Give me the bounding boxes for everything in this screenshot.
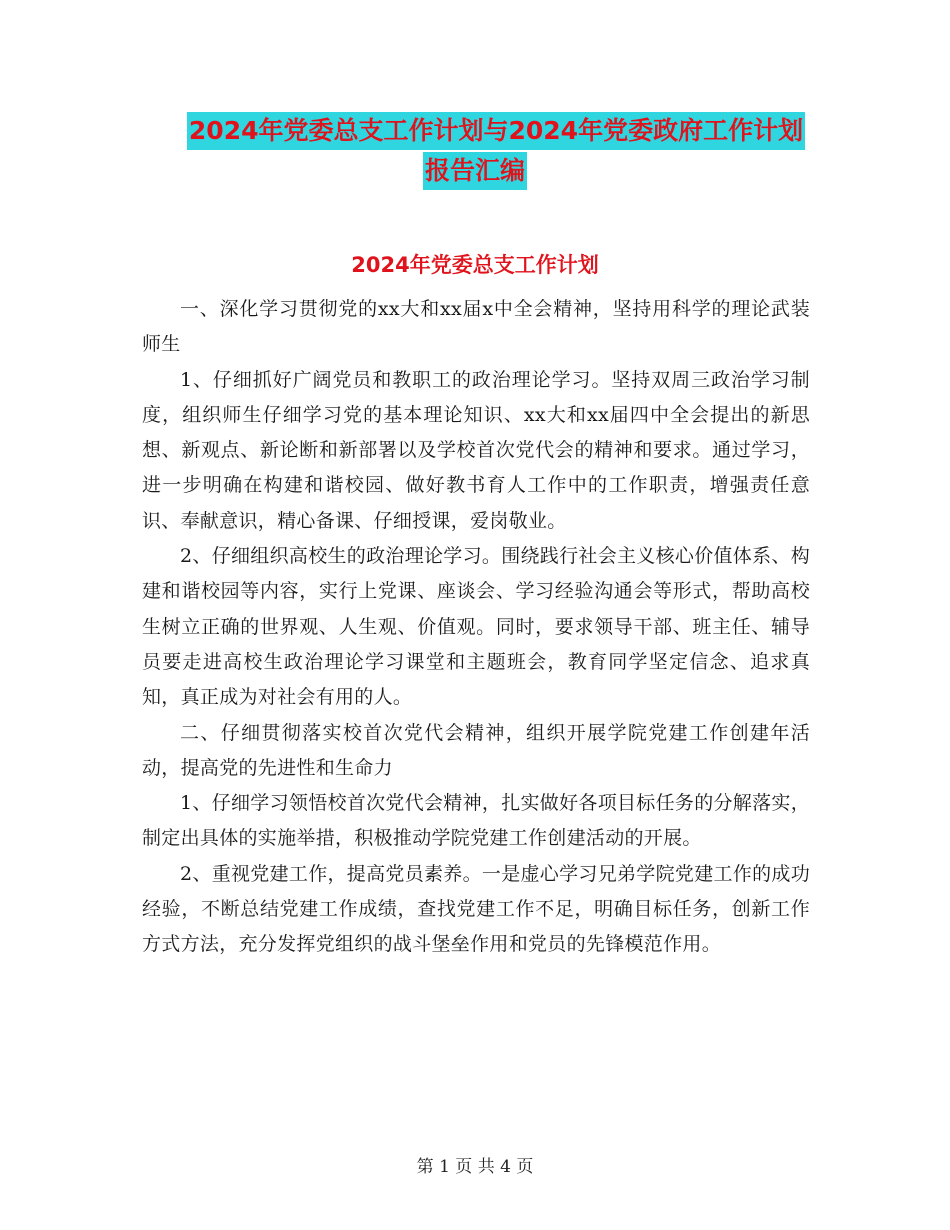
body-text — [142, 292, 810, 963]
title-line-1: 2024年党委总支工作计划与2024年党委政府工作计划 — [187, 112, 805, 150]
page-footer: 第 1 页 共 4 页 — [416, 1157, 534, 1177]
paragraph-1: 一、深化学习贯彻党的xx大和xx届x中全会精神，坚持用科学的理论武装师生 — [142, 298, 810, 356]
paragraph-6: 2、重视党建工作，提高党员素养。一是虚心学习兄弟学院党建工作的成功经验，不断总结党建工作成绩，查找党建工作不足，明确目标任务，创新工作方式方法，充分发挥党组织的战斗堡垒作用和党员的先锋模范作用。 — [142, 862, 810, 956]
paragraph-5: 1、仔细学习领悟校首次党代会精神，扎实做好各项目标任务的分解落实，制定出具体的实施举措，积极推动学院党建工作创建活动的开展。 — [142, 792, 810, 850]
document-title — [140, 112, 810, 192]
section-heading: 2024年党委总支工作计划 — [351, 253, 599, 277]
paragraph-3: 2、仔细组织高校生的政治理论学习。围绕践行社会主义核心价值体系、构建和谐校园等内容，实行上党课、座谈会、学习经验沟通会等形式，帮助高校生树立正确的世界观、人生观、价值观。同时，要求领导干部、班主任、辅导员要走进高校生政治理论学习课堂和主题班会，教育同学坚定信念、追求真知，真正成为对社会有用的人。 — [142, 545, 810, 709]
paragraph-4: 二、仔细贯彻落实校首次党代会精神，组织开展学院党建工作创建年活动，提高党的先进性和生命力 — [142, 721, 810, 779]
title-line-2: 报告汇编 — [423, 152, 527, 190]
paragraph-2: 1、仔细抓好广阔党员和教职工的政治理论学习。坚持双周三政治学习制度，组织师生仔细学习党的基本理论知识、xx大和xx届四中全会提出的新思想、新观点、新论断和新部署以及学校首次党代会的精神和要求。通过学习，进一步明确在构建和谐校园、做好教书育人工作中的工作职责，增强责任意识、奉献意识，精心备课、仔细授课，爱岗敬业。 — [142, 368, 810, 532]
